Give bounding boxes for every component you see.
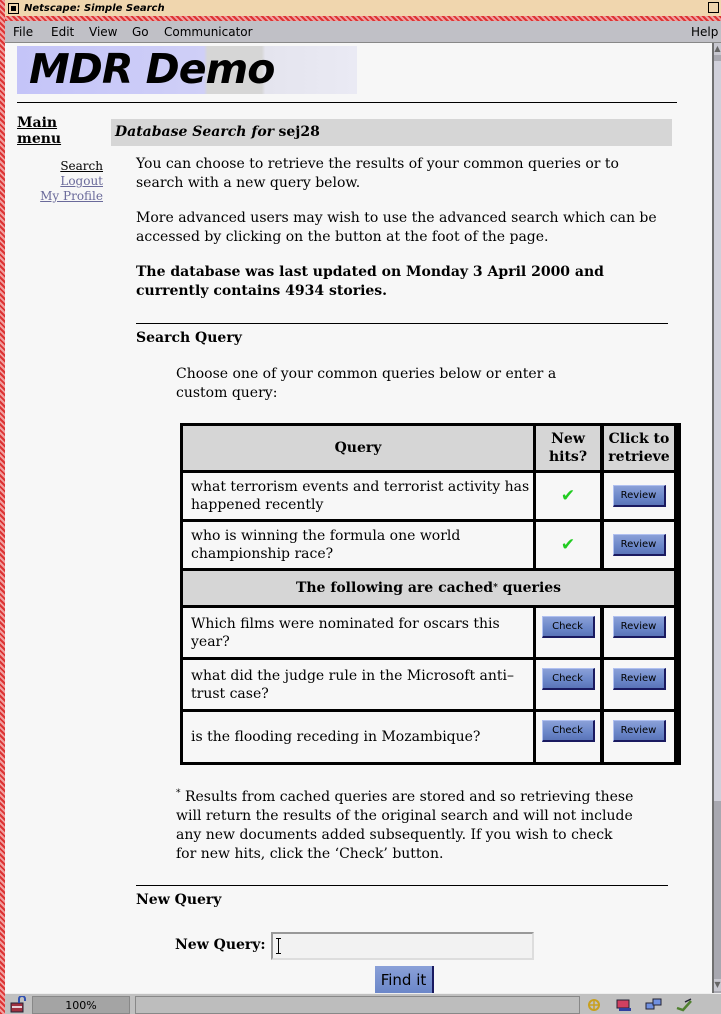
navigator-icon[interactable] [585, 998, 603, 1012]
status-message [135, 996, 580, 1014]
scrollbar-thumb[interactable] [714, 61, 721, 801]
check-button[interactable]: Check [542, 720, 595, 742]
text-cursor-icon [278, 938, 279, 954]
new-query-label: New Query: [175, 937, 266, 953]
intro-text-2: More advanced users may wish to use the advanced search which can be accessed by clicking on the button at the foot of the page. [136, 210, 657, 245]
divider [136, 323, 668, 324]
check-cell [536, 608, 600, 657]
menu-view[interactable]: View [89, 25, 118, 39]
divider [136, 885, 668, 886]
queries-table [180, 423, 681, 765]
new-query-heading: New Query [136, 892, 222, 908]
new-hits-cell [536, 522, 600, 568]
db-status-text: The database was last updated on Monday 3 April 2000 and currently contains 4934 stories. [136, 264, 604, 299]
checkmark-icon: ✔ [560, 486, 576, 506]
username: sej28 [278, 124, 320, 140]
search-instructions: Choose one of your common queries below or enter a custom query: [176, 366, 557, 401]
cached-footnote [176, 788, 636, 864]
checkmark-icon: ✔ [560, 535, 576, 555]
sidebar-heading[interactable]: Main menu [17, 115, 62, 147]
footnote-text: Results from cached queries are stored and so retrieving these will return the results of the original search and will not include any new documents added subsequently. If you wish to check for new hits, click the ‘Check’ button. [176, 789, 634, 862]
discussion-icon[interactable] [645, 998, 663, 1012]
menu-bar [5, 21, 721, 43]
logo: MDR Demo [29, 45, 275, 93]
table-row-query: Which films were nominated for oscars this year? [183, 608, 533, 657]
window-title: Netscape: Simple Search [24, 2, 165, 14]
new-hits-cell [536, 473, 600, 519]
menu-go[interactable]: Go [132, 25, 149, 39]
zoom-level: 100% [32, 996, 130, 1014]
table-row-query: what did the judge rule in the Microsoft anti–trust case? [183, 660, 533, 709]
scroll-down-icon[interactable]: ▼ [714, 980, 721, 989]
review-button[interactable]: Review [613, 534, 666, 556]
retrieve-cell [604, 660, 674, 709]
table-row-query: is the flooding receding in Mozambique? [183, 712, 533, 762]
footnote-marker: * [176, 788, 181, 799]
cached-queries-header: The following are cached * queries [183, 571, 674, 605]
column-header-query: Query [183, 426, 533, 470]
banner [17, 46, 357, 94]
page-content [5, 43, 687, 993]
check-button[interactable]: Check [542, 616, 595, 638]
review-button[interactable]: Review [613, 485, 666, 507]
cached-header-suffix: queries [497, 580, 562, 596]
new-query-input[interactable] [271, 932, 534, 960]
table-row-query: who is winning the formula one world championship race? [183, 522, 533, 568]
maximize-icon[interactable] [708, 2, 719, 13]
divider [17, 102, 677, 103]
menu-edit[interactable]: Edit [51, 25, 75, 39]
title-bar [5, 0, 721, 16]
review-button[interactable]: Review [613, 720, 666, 742]
column-header-new-hits: New hits? [536, 426, 600, 470]
find-it-button[interactable]: Find it [375, 966, 434, 993]
window-menu-icon[interactable] [8, 3, 19, 14]
retrieve-cell [604, 712, 674, 762]
retrieve-cell [604, 608, 674, 657]
table-row-query: what terrorism events and terrorist activity has happened recently [183, 473, 533, 519]
review-button[interactable]: Review [613, 668, 666, 690]
check-button[interactable]: Check [542, 668, 595, 690]
check-cell [536, 712, 600, 762]
page-title-prefix: Database Search for [115, 124, 275, 140]
composer-icon[interactable] [675, 998, 693, 1012]
sidebar-link-logout[interactable]: Logout [60, 174, 103, 188]
intro-text-1: You can choose to retrieve the results of your common queries or to search with a new query below. [136, 156, 619, 191]
retrieve-cell [604, 522, 674, 568]
menu-file[interactable]: File [13, 25, 34, 39]
retrieve-cell [604, 473, 674, 519]
cached-header-text: The following are cached [295, 580, 494, 596]
security-lock-icon[interactable] [9, 996, 31, 1013]
vertical-scrollbar[interactable] [712, 43, 721, 993]
mail-icon[interactable] [615, 998, 633, 1012]
sidebar [17, 115, 103, 204]
column-header-retrieve: Click to retrieve [604, 426, 674, 470]
page-title [111, 119, 672, 146]
search-query-heading: Search Query [136, 330, 242, 346]
scroll-up-icon[interactable]: ▲ [714, 44, 721, 53]
status-bar [5, 993, 721, 1014]
sidebar-link-my-profile[interactable]: My Profile [40, 189, 103, 203]
menu-help[interactable]: Help [691, 25, 719, 39]
menu-communicator[interactable]: Communicator [164, 25, 253, 39]
review-button[interactable]: Review [613, 616, 666, 638]
component-bar [585, 995, 693, 1014]
check-cell [536, 660, 600, 709]
sidebar-link-search[interactable]: Search [60, 159, 103, 173]
